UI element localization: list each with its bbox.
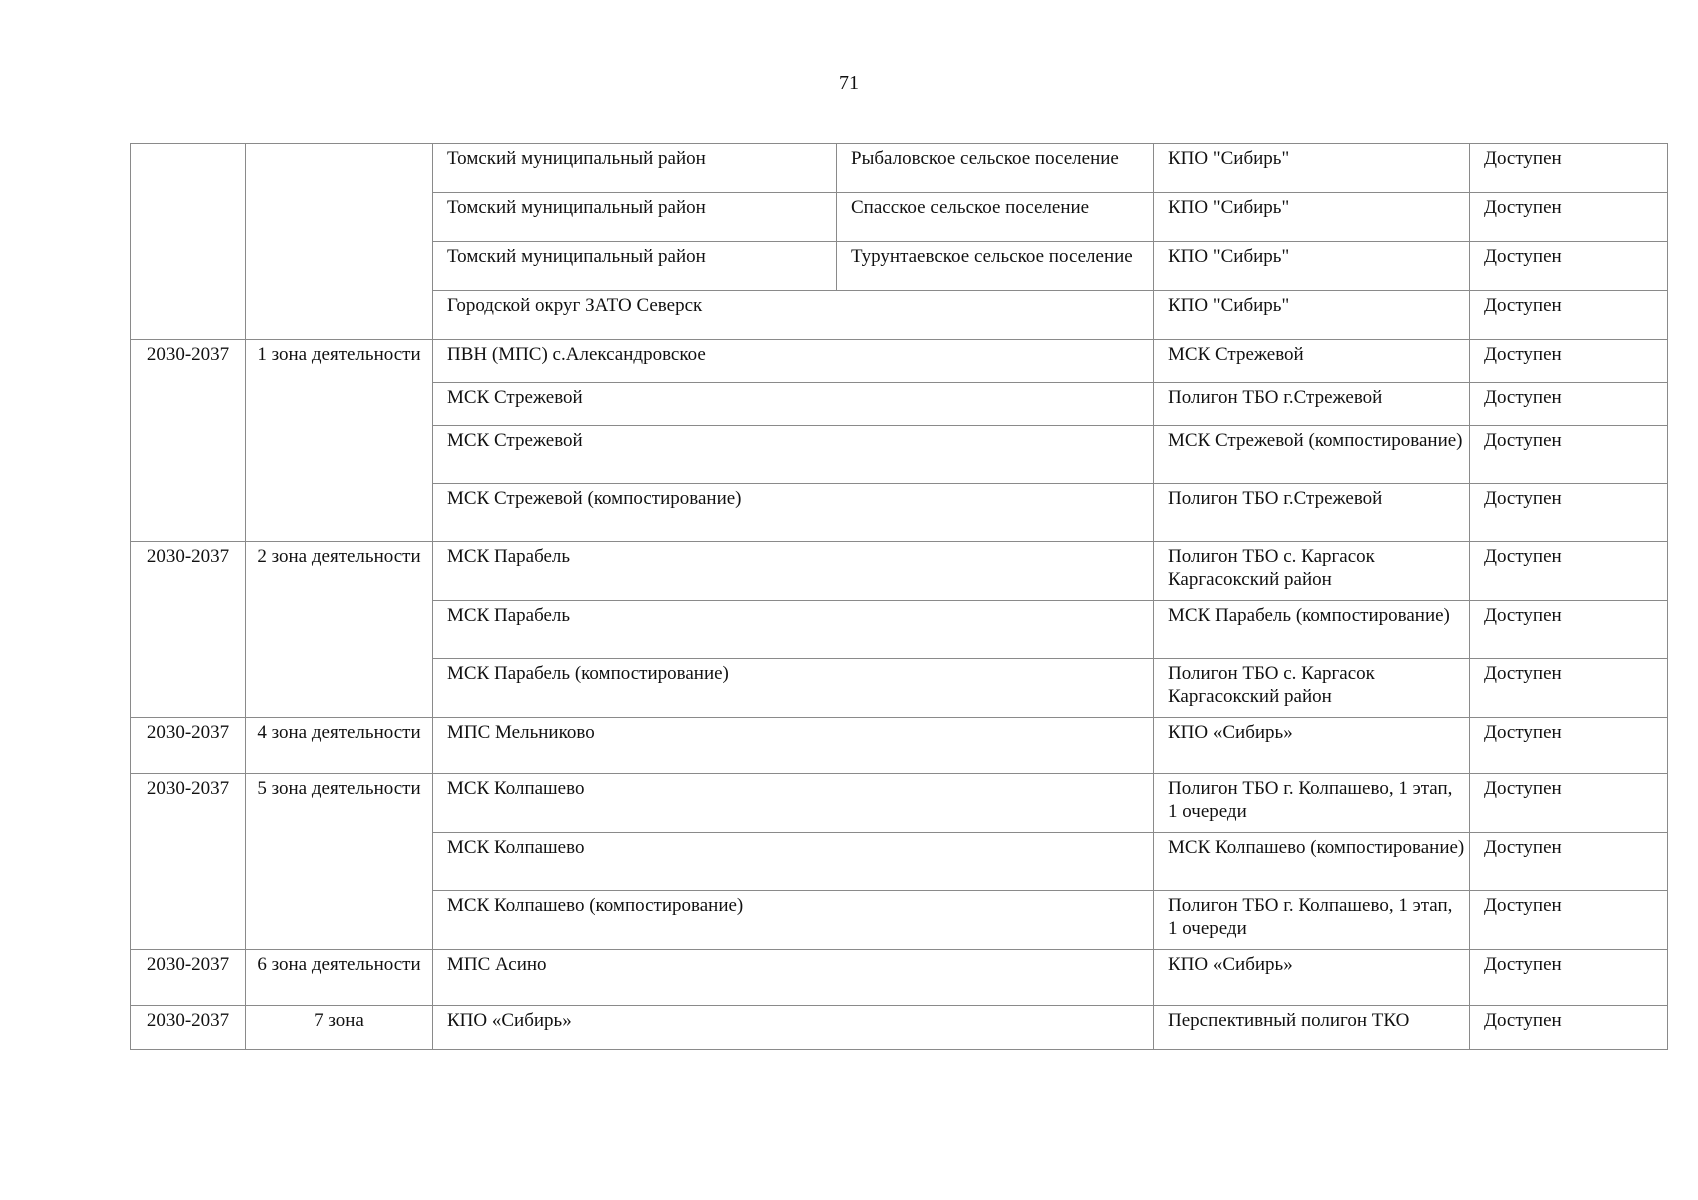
status-cell: Доступен xyxy=(1470,601,1668,659)
source-cell: МПС Мельниково xyxy=(433,718,1154,774)
source-cell: МСК Колпашево xyxy=(433,774,1154,833)
source-cell: МСК Парабель xyxy=(433,542,1154,601)
status-cell: Доступен xyxy=(1470,383,1668,426)
table-row xyxy=(131,774,1668,833)
table-row xyxy=(131,718,1668,774)
zone-cell: 6 зона деятельности xyxy=(246,950,433,1006)
zone-cell: 7 зона xyxy=(246,1006,433,1050)
destination-cell: Полигон ТБО г.Стрежевой xyxy=(1154,484,1470,542)
status-cell: Доступен xyxy=(1470,484,1668,542)
table-row xyxy=(131,340,1668,383)
zone-cell: 5 зона деятельности xyxy=(246,774,433,950)
zone-cell: 1 зона деятельности xyxy=(246,340,433,542)
destination-cell: КПО "Сибирь" xyxy=(1154,242,1470,291)
status-cell: Доступен xyxy=(1470,718,1668,774)
table-row xyxy=(131,950,1668,1006)
destination-cell: Полигон ТБО с. Каргасок Каргасокский район xyxy=(1154,659,1470,718)
source-cell: КПО «Сибирь» xyxy=(433,1006,1154,1050)
source-cell: МСК Колпашево xyxy=(433,833,1154,891)
destination-cell: Полигон ТБО г. Колпашево, 1 этап, 1 очереди xyxy=(1154,891,1470,950)
period-cell xyxy=(131,144,246,340)
destination-cell: Перспективный полигон ТКО xyxy=(1154,1006,1470,1050)
source-cell: Городской округ ЗАТО Северск xyxy=(433,291,1154,340)
source-cell: МСК Стрежевой xyxy=(433,426,1154,484)
status-cell: Доступен xyxy=(1470,542,1668,601)
source-cell: МСК Парабель xyxy=(433,601,1154,659)
destination-cell: КПО «Сибирь» xyxy=(1154,718,1470,774)
source-cell: ПВН (МПС) с.Александровское xyxy=(433,340,1154,383)
destination-cell: МСК Парабель (компостирование) xyxy=(1154,601,1470,659)
status-cell: Доступен xyxy=(1470,242,1668,291)
source-cell: Томский муниципальный район xyxy=(433,193,837,242)
page-number: 71 xyxy=(839,72,859,94)
period-cell: 2030-2037 xyxy=(131,774,246,950)
source-cell: МСК Парабель (компостирование) xyxy=(433,659,1154,718)
destination-cell: МСК Колпашево (компостирование) xyxy=(1154,833,1470,891)
destination-cell: КПО "Сибирь" xyxy=(1154,291,1470,340)
settlement-cell: Турунтаевское сельское поселение xyxy=(837,242,1154,291)
source-cell: Томский муниципальный район xyxy=(433,144,837,193)
zone-cell xyxy=(246,144,433,340)
source-cell: Томский муниципальный район xyxy=(433,242,837,291)
status-cell: Доступен xyxy=(1470,426,1668,484)
status-cell: Доступен xyxy=(1470,774,1668,833)
status-cell: Доступен xyxy=(1470,144,1668,193)
status-cell: Доступен xyxy=(1470,950,1668,1006)
routes-table xyxy=(130,143,1668,1050)
source-cell: МСК Стрежевой xyxy=(433,383,1154,426)
destination-cell: МСК Стрежевой (компостирование) xyxy=(1154,426,1470,484)
period-cell: 2030-2037 xyxy=(131,950,246,1006)
settlement-cell: Рыбаловское сельское поселение xyxy=(837,144,1154,193)
status-cell: Доступен xyxy=(1470,340,1668,383)
period-cell: 2030-2037 xyxy=(131,542,246,718)
zone-cell: 2 зона деятельности xyxy=(246,542,433,718)
table-row xyxy=(131,542,1668,601)
status-cell: Доступен xyxy=(1470,891,1668,950)
status-cell: Доступен xyxy=(1470,833,1668,891)
source-cell: МСК Стрежевой (компостирование) xyxy=(433,484,1154,542)
destination-cell: КПО "Сибирь" xyxy=(1154,144,1470,193)
destination-cell: Полигон ТБО г. Колпашево, 1 этап, 1 очереди xyxy=(1154,774,1470,833)
table-row xyxy=(131,1006,1668,1050)
status-cell: Доступен xyxy=(1470,1006,1668,1050)
status-cell: Доступен xyxy=(1470,193,1668,242)
period-cell: 2030-2037 xyxy=(131,718,246,774)
status-cell: Доступен xyxy=(1470,659,1668,718)
status-cell: Доступен xyxy=(1470,291,1668,340)
zone-cell: 4 зона деятельности xyxy=(246,718,433,774)
destination-cell: КПО "Сибирь" xyxy=(1154,193,1470,242)
destination-cell: Полигон ТБО г.Стрежевой xyxy=(1154,383,1470,426)
period-cell: 2030-2037 xyxy=(131,340,246,542)
source-cell: МПС Асино xyxy=(433,950,1154,1006)
settlement-cell: Спасское сельское поселение xyxy=(837,193,1154,242)
destination-cell: Полигон ТБО с. Каргасок Каргасокский район xyxy=(1154,542,1470,601)
source-cell: МСК Колпашево (компостирование) xyxy=(433,891,1154,950)
destination-cell: КПО «Сибирь» xyxy=(1154,950,1470,1006)
period-cell: 2030-2037 xyxy=(131,1006,246,1050)
table-row xyxy=(131,144,1668,193)
destination-cell: МСК Стрежевой xyxy=(1154,340,1470,383)
